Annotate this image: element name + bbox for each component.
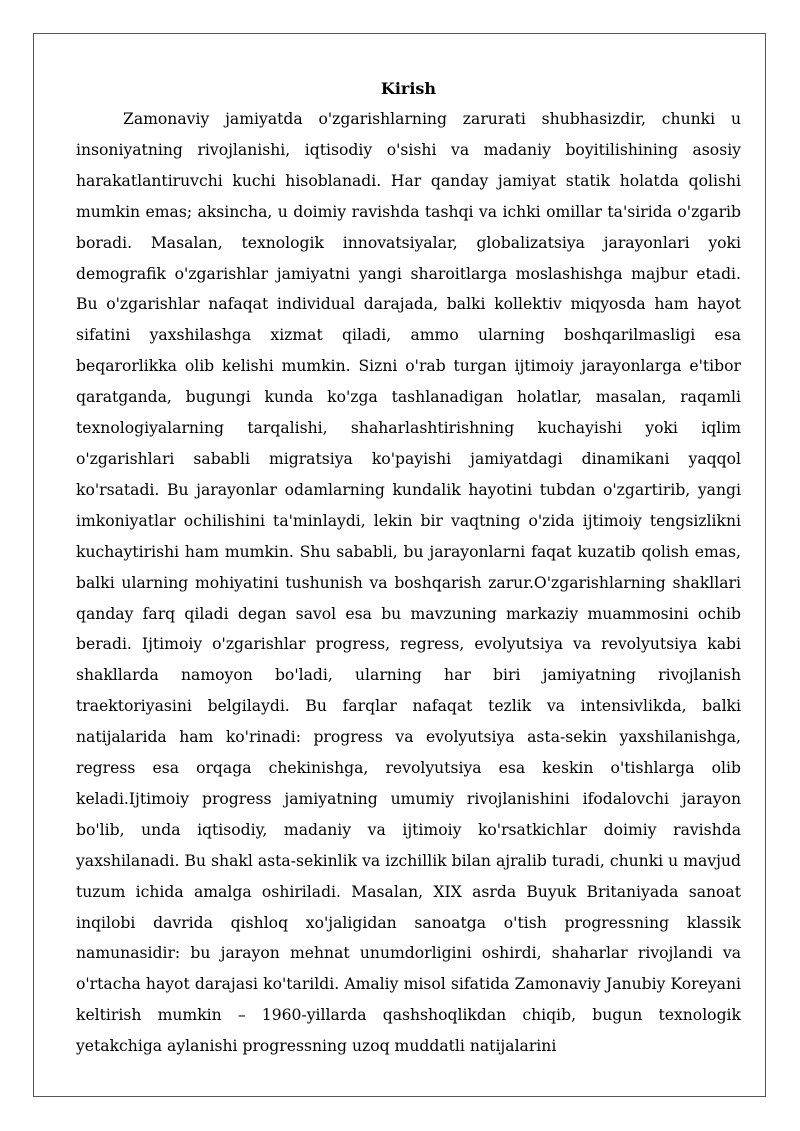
document-body [76,73,741,1062]
body-paragraph: Zamonaviy jamiyatda o'zgarishlarning zarurati shubhasizdir, chunki u insoniyatning rivojlanishi, iqtisodiy o'sishi va madaniy boyitilishining asosiy harakatlantiruvchi kuchi hisoblanadi. Har qanday jamiyat statik holatda qolishi mumkin emas; aksincha, u doimiy ravishda tashqi va ichki omillar ta'sirida o'zgarib boradi. Masalan, texnologik innovatsiyalar, globalizatsiya jarayonlari yoki demografik o'zgarishlar jamiyatni yangi sharoitlarga moslashishga majbur etadi. Bu o'zgarishlar nafaqat individual darajada, balki kollektiv miqyosda ham hayot sifatini yaxshilashga xizmat qiladi, ammo ularning boshqarilmasligi esa beqarorlikka olib kelishi mumkin. Sizni o'rab turgan ijtimoiy jarayonlarga e'tibor qaratganda, bugungi kunda ko'zga tashlanadigan holatlar, masalan, raqamli texnologiyalarning tarqalishi, shaharlashtirishning kuchayishi yoki iqlim o'zgarishlari sababli migratsiya ko'payishi jamiyatdagi dinamikani yaqqol ko'rsatadi. Bu jarayonlar odamlarning kundalik hayotini tubdan o'zgartirib, yangi imkoniyatlar ochilishini ta'minlaydi, lekin bir vaqtning o'zida ijtimoiy tengsizlikni kuchaytirishi ham mumkin. Shu sababli, bu jarayonlarni faqat kuzatib qolish emas, balki ularning mohiyatini tushunish va boshqarish zarur.O'zgarishlarning shakllari qanday farq qiladi degan savol esa bu mavzuning markaziy muammosini ochib beradi. Ijtimoiy o'zgarishlar progress, regress, evolyutsiya va revolyutsiya kabi shakllarda namoyon bo'ladi, ularning har biri jamiyatning rivojlanish traektoriyasini belgilaydi. Bu farqlar nafaqat tezlik va intensivlikda, balki natijalarida ham ko'rinadi: progress va evolyutsiya asta-sekin yaxshilanishga, regress esa orqaga chekinishga, revolyutsiya esa keskin o'tishlarga olib keladi.Ijtimoiy progress jamiyatning umumiy rivojlanishini ifodalovchi jarayon bo'lib, unda iqtisodiy, madaniy va ijtimoiy ko'rsatkichlar doimiy ravishda yaxshilanadi. Bu shakl asta-sekinlik va izchillik bilan ajralib turadi, chunki u mavjud tuzum ichida amalga oshiriladi. Masalan, XIX asrda Buyuk Britaniyada sanoat inqilobi davrida qishloq xo'jaligidan sanoatga o'tish progressning klassik namunasidir: bu jarayon mehnat unumdorligini oshirdi, shaharlar rivojlandi va o'rtacha hayot darajasi ko'tarildi. Amaliy misol sifatida Zamonaviy Janubiy Koreyani keltirish mumkin – 1960-yillarda qashshoqlikdan chiqib, bugun texnologik yetakchiga aylanishi progressning uzoq muddatli natijalarini [76,110,741,1056]
document-title: Kirish [380,79,437,98]
